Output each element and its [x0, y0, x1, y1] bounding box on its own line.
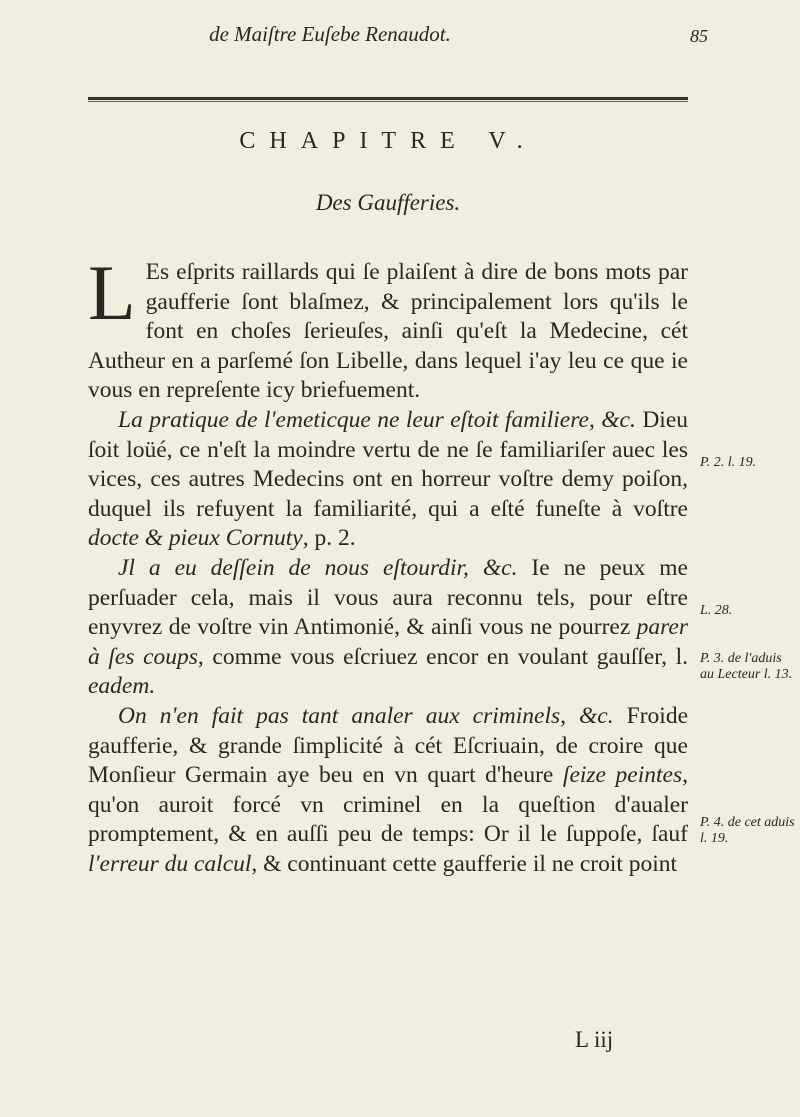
margin-note-3: P. 3. de l'aduis au Lecteur l. 13.: [700, 651, 793, 682]
header-rule: [88, 97, 688, 100]
running-head: de Maiſtre Euſebe Renaudot.: [209, 22, 451, 46]
paragraph-4-lead: On n'en fait pas tant analer aux criminels, &c.: [118, 702, 614, 729]
drop-cap: L: [88, 249, 136, 336]
paragraph-3-text: Ie ne peux me perſuader cela, mais il vous aura reconnu tels, pour eſtre enyvrez de voſtre vin Antimonié, & ainſi vous ne pourrez: [88, 554, 688, 641]
paragraph-2-lead: La pratique de l'emeticque ne leur eſtoit familiere, &c.: [118, 406, 636, 433]
paragraph-4-text2: , qu'on auroit forcé vn criminel en la queſtion d'aualer promptement, & en auſſi peu de temps: Or il le ſuppoſe, ſauf: [88, 762, 688, 848]
paragraph-1-text: Es eſprits raillards qui ſe plaiſent à dire de bons mots par gaufferie ſont blaſmez, & principalement lors qu'ils le font en choſes ſerieuſes, ainſi qu'eſt la Medecine, cét Autheur en a parſemé ſon Libelle, dans lequel i'ay leu ce que ie vous en repreſente icy briefuement.: [88, 259, 688, 404]
paragraph-2-tail: , p. 2.: [302, 525, 356, 552]
paragraph-3-lead: Jl a eu deſſein de nous eſtourdir, &c.: [118, 554, 518, 581]
chapter-heading: CHAPITRE V.: [239, 128, 537, 154]
paragraph-4-tail: , & continuant cette gaufferie il ne croit point: [251, 850, 678, 877]
paragraph-2-text: Dieu ſoit loüé, ce n'eſt la moindre vertu de ne ſe familiariſer auec les vices, ces autres Medecins ont en horreur voſtre demy poiſon, duquel ils refuyent la familiarité, qui a eſté funeſte à voſtre: [88, 406, 688, 522]
paragraph-4-italic2: l'erreur du calcul: [88, 850, 252, 877]
header-rule-thin: [88, 101, 688, 102]
margin-note-2: L. 28.: [700, 603, 733, 618]
paragraph-3-italic2: eadem.: [88, 673, 156, 700]
paragraph-3-text2: , comme vous eſcriuez encor en voulant gauſſer, l.: [197, 643, 689, 670]
paragraph-2-italic2: Cornuty: [225, 525, 303, 552]
paragraph-4-text: Froide gaufferie, & grande ſimplicité à cét Eſcriuain, de croire que Monſieur Germain aye beu en vn quart d'heure: [88, 702, 689, 789]
paragraph-2: [88, 406, 688, 554]
paragraph-3-italic: parer à ſes coups: [88, 614, 688, 670]
paragraph-2-italic: docte & pieux: [88, 525, 220, 552]
paragraph-3: [88, 554, 688, 702]
paragraph-4-italic: ſeize peintes: [562, 762, 683, 789]
chapter-subtitle: Des Gaufferies.: [315, 190, 461, 215]
page-number: 85: [690, 26, 708, 46]
margin-note-1: P. 2. l. 19.: [700, 455, 757, 470]
catchword: L iij: [575, 1027, 614, 1052]
body-text: [88, 249, 689, 879]
paragraph-1: [88, 249, 688, 406]
paragraph-4: [88, 702, 688, 880]
margin-note-4: P. 4. de cet aduis l. 19.: [700, 815, 795, 846]
